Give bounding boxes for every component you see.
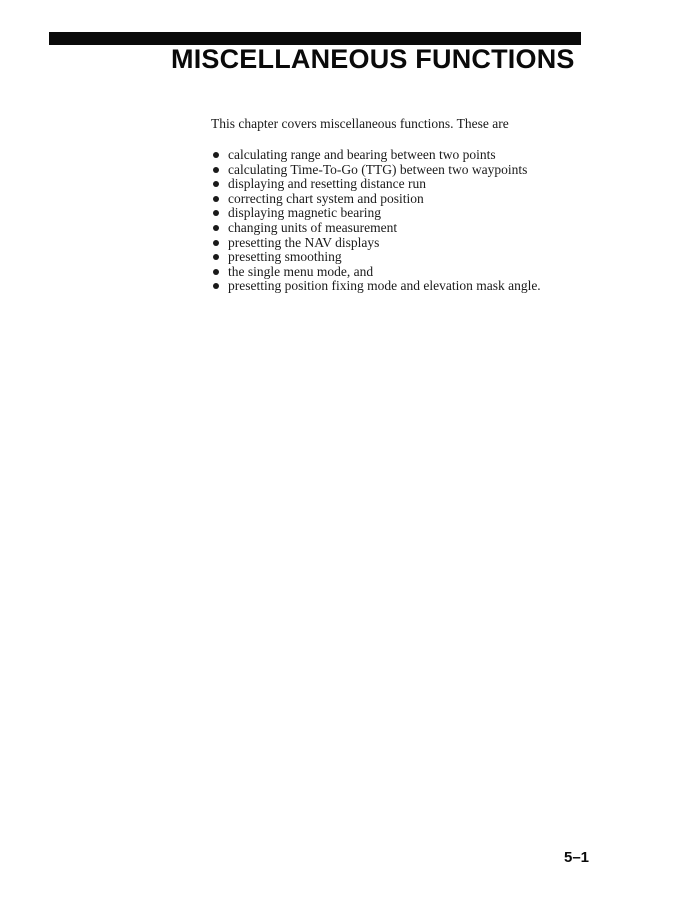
list-item-text: presetting the NAV displays (228, 234, 380, 250)
list-item-text: displaying magnetic bearing (228, 205, 381, 221)
list-item-text: displaying and resetting distance run (228, 176, 426, 192)
list-item-text: calculating range and bearing between two points (228, 147, 496, 162)
list-item (210, 279, 541, 294)
list-item (210, 177, 541, 192)
list-item (210, 221, 541, 236)
bullet-icon (213, 152, 219, 158)
function-list (210, 148, 541, 294)
bullet-icon (213, 196, 219, 202)
list-item (210, 265, 541, 280)
list-item (210, 206, 541, 221)
bullet-icon (213, 283, 219, 289)
list-item (210, 250, 541, 265)
list-item-text: presetting smoothing (228, 249, 342, 265)
list-item (210, 236, 541, 251)
list-item-text: the single menu mode, and (228, 263, 374, 279)
list-item-text: calculating Time-To-Go (TTG) between two waypoints (228, 161, 528, 177)
list-item (210, 148, 541, 163)
list-item (210, 163, 541, 178)
bullet-icon (213, 167, 219, 173)
bullet-icon (213, 240, 219, 246)
intro-text: This chapter covers miscellaneous functions. These are (211, 116, 509, 131)
list-item-text: changing units of measurement (228, 219, 398, 235)
chapter-title: MISCELLANEOUS FUNCTIONS (171, 44, 575, 74)
bullet-icon (213, 254, 219, 260)
list-item-text: correcting chart system and position (228, 190, 424, 206)
bullet-icon (213, 210, 219, 216)
bullet-icon (213, 181, 219, 187)
bullet-icon (213, 269, 219, 275)
list-item (210, 192, 541, 207)
list-item-text: presetting position fixing mode and elevation mask angle. (228, 278, 541, 294)
bullet-icon (213, 225, 219, 231)
page-number: 5–1 (564, 849, 590, 866)
